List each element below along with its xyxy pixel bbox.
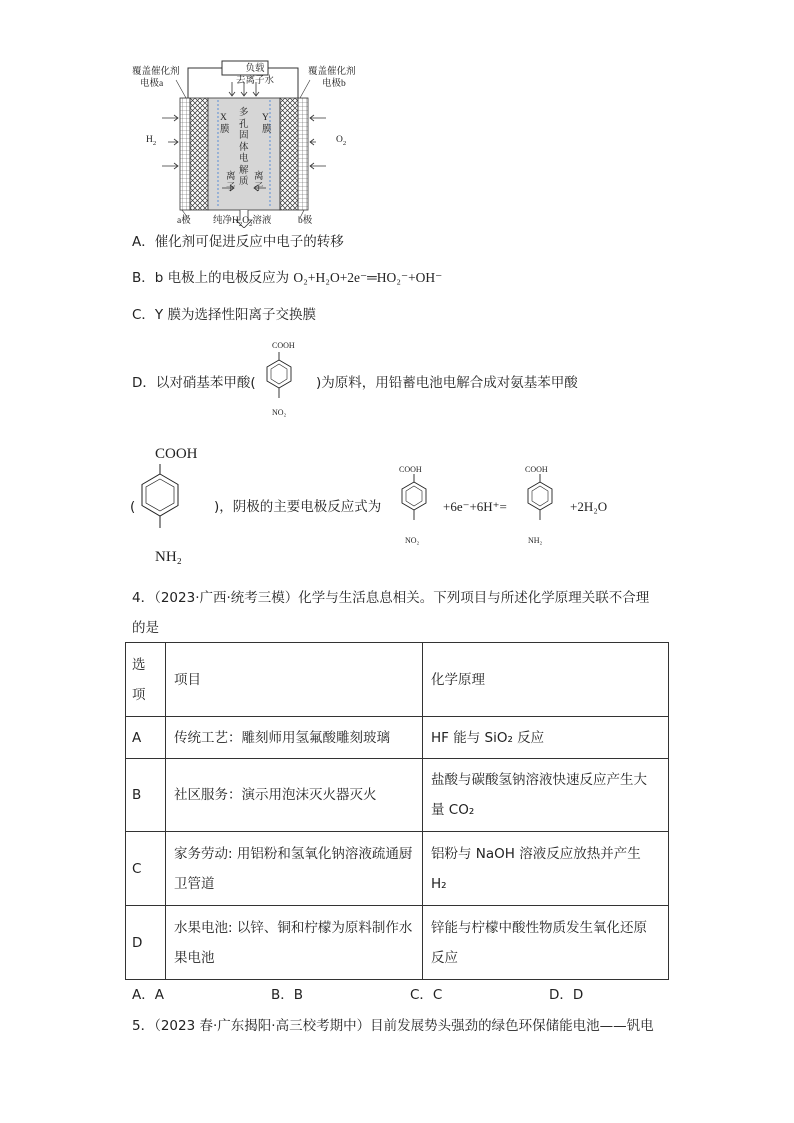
h2-label: $H_2$: [146, 135, 157, 147]
header-principle: 化学原理: [423, 643, 669, 717]
no2-label-small: NO₂: [272, 408, 287, 417]
ion-right-label: 离 子: [254, 172, 264, 193]
q4-answer-c: C．C: [410, 987, 443, 1003]
left-cover-line1: 覆盖催化剂: [132, 67, 180, 77]
right-cover-line2: 电极b: [322, 79, 346, 89]
x-membrane-label: X 膜: [220, 113, 230, 135]
option-d-part3: )，阴极的主要电极反应式为: [214, 499, 382, 515]
right-electrode-label: [308, 66, 356, 90]
ion-left-label: 离 子: [226, 172, 236, 193]
option-b-prefix: B．b 电极上的电极反应为: [132, 270, 294, 286]
row-c-option: C: [126, 832, 166, 906]
q4-answer-b: B．B: [271, 987, 304, 1003]
header-option: 选 项: [126, 643, 166, 717]
nh2-label-large: NH₂: [155, 549, 182, 565]
paren-open: (: [130, 499, 136, 515]
equation-end: +2H₂O: [570, 499, 608, 514]
product-label: 纯净$H_2O_2$溶液: [213, 216, 272, 228]
nh2-label-eq: NH₂: [528, 536, 543, 545]
row-b-option: B: [126, 759, 166, 832]
row-b-principle: 盐酸与碳酸氢钠溶液快速反应产生大 量 CO₂: [423, 759, 669, 832]
row-d-option: D: [126, 906, 166, 980]
row-c-principle: 铝粉与 NaOH 溶液反应放热并产生 H₂: [423, 832, 669, 906]
a-pole-label: a极: [177, 216, 191, 226]
row-a-principle: HF 能与 SiO₂ 反应: [423, 717, 669, 759]
q4-stem-line1: 4．（2023·广西·统考三模）化学与生活息息相关。下列项目与所述化学原理关联不合理: [132, 590, 650, 606]
q4-answer-a: A．A: [132, 987, 164, 1003]
row-a-option: A: [126, 717, 166, 759]
equation-middle: +6e⁻+6H⁺=: [443, 499, 507, 514]
row-a-item: 传统工艺：雕刻师用氢氟酸雕刻玻璃: [166, 717, 423, 759]
cooh-label-eq1: COOH: [399, 465, 422, 474]
table-row: [126, 906, 669, 980]
header-item: 项目: [166, 643, 423, 717]
row-d-principle: 锌能与柠檬中酸性物质发生氧化还原 反应: [423, 906, 669, 980]
table-row: [126, 759, 669, 832]
water-label: 去离子水: [235, 76, 274, 86]
option-d-part1: D．以对硝基苯甲酸(: [132, 375, 256, 391]
option-a: A．催化剂可促进反应中电子的转移: [132, 234, 344, 250]
row-b-item: 社区服务：演示用泡沫灭火器灭火: [166, 759, 423, 832]
aminobenzoic-acid-structure-large: [138, 460, 188, 550]
left-cover-line2: 电极a: [140, 79, 164, 89]
q5-stem: 5．（2023 春·广东揭阳·高三校考期中）目前发展势头强劲的绿色环保储能电池——钒电: [132, 1018, 654, 1034]
table-row: [126, 717, 669, 759]
table-header-row: [126, 643, 669, 717]
b-pole-label: b极: [298, 216, 313, 226]
row-c-item: 家务劳动: 用铝粉和氢氧化钠溶液疏通厨 卫管道: [166, 832, 423, 906]
table-row: [126, 832, 669, 906]
option-d-part2: )为原料，用铅蓄电池电解合成对氨基苯甲酸: [316, 375, 578, 391]
row-d-item: 水果电池: 以锌、铜和柠檬为原料制作水 果电池: [166, 906, 423, 980]
electrolyte-label: 多 孔 固 体 电 解 质: [239, 108, 249, 187]
q4-stem-line2: 的是: [132, 620, 159, 636]
load-label: 负载: [245, 64, 265, 74]
left-electrode-label: [132, 66, 180, 90]
cooh-label-eq2: COOH: [525, 465, 548, 474]
q4-answer-d: D．D: [549, 987, 584, 1003]
y-membrane-label: Y 膜: [262, 113, 272, 135]
right-cover-line1: 覆盖催化剂: [308, 67, 356, 77]
cooh-label-large: COOH: [155, 446, 198, 462]
option-b: [132, 268, 442, 288]
nitrobenzoic-acid-structure-eq: [394, 470, 434, 542]
option-c: C．Y 膜为选择性阳离子交换膜: [132, 307, 316, 323]
cooh-label-small: COOH: [272, 341, 295, 350]
aminobenzoic-acid-structure-eq: [520, 470, 560, 542]
no2-label-eq: NO₂: [405, 536, 420, 545]
q4-table: [125, 642, 669, 980]
o2-label: $O_2$: [336, 135, 347, 147]
option-b-equation: O₂+H₂O+2e⁻═HO₂⁻+OH⁻: [293, 270, 443, 285]
